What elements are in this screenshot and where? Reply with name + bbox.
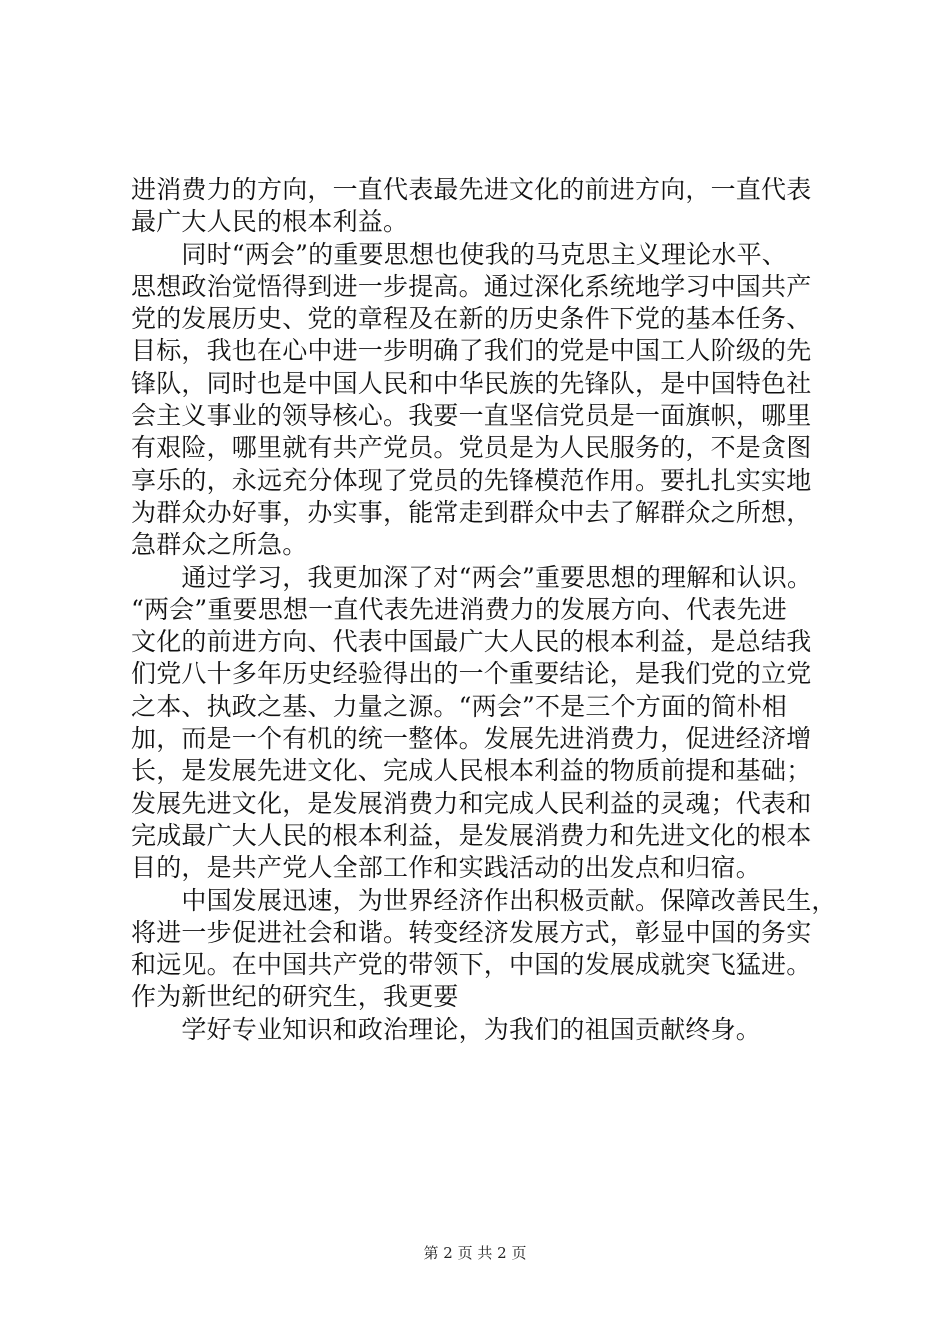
text-line: 为群众办好事，办实事，能常走到群众中去了解群众之所想， <box>131 497 812 527</box>
text-line: 完成最广大人民的根本利益，是发展消费力和先进文化的根本 <box>131 820 812 850</box>
text-line: 锋队，同时也是中国人民和中华民族的先锋队，是中国特色社 <box>131 368 812 398</box>
text-line: 急群众之所急。 <box>131 530 308 560</box>
text-line: 和远见。在中国共产党的带领下，中国的发展成就突飞猛进。 <box>131 950 812 980</box>
text-line: “两会”重要思想一直代表先进消费力的发展方向、代表先进 <box>131 594 787 624</box>
text-line: 党的发展历史、党的章程及在新的历史条件下党的基本任务、 <box>131 304 812 334</box>
text-line: 通过学习，我更加深了对“两会”重要思想的理解和认识。 <box>131 562 813 592</box>
text-line: 加，而是一个有机的统一整体。发展先进消费力，促进经济增 <box>131 724 812 754</box>
text-line: 作为新世纪的研究生，我更要 <box>131 982 459 1012</box>
text-line: 思想政治觉悟得到进一步提高。通过深化系统地学习中国共产 <box>131 271 812 301</box>
text-line: 之本、执政之基、力量之源。“两会”不是三个方面的简朴相 <box>131 691 787 721</box>
text-line: 目标，我也在心中进一步明确了我们的党是中国工人阶级的先 <box>131 336 812 366</box>
document-body <box>131 174 837 1046</box>
text-line: 进消费力的方向，一直代表最先进文化的前进方向，一直代表 <box>131 175 812 204</box>
text-line: 发展先进文化，是发展消费力和完成人民利益的灵魂；代表和 <box>131 788 812 818</box>
text-line: 享乐的，永远充分体现了党员的先锋模范作用。要扎扎实实地 <box>131 465 812 495</box>
text-line: 们党八十多年历史经验得出的一个重要结论，是我们党的立党 <box>131 659 812 689</box>
page-footer: 第 2 页 共 2 页 <box>423 1244 527 1262</box>
text-line: 将进一步促进社会和谐。转变经济发展方式，彰显中国的务实 <box>131 917 812 947</box>
text-line: 长，是发展先进文化、完成人民根本利益的物质前提和基础； <box>131 756 812 786</box>
text-line: 中国发展迅速，为世界经济作出积极贡献。保障改善民生， <box>131 885 837 915</box>
text-line: 学好专业知识和政治理论，为我们的祖国贡献终身。 <box>131 1014 762 1044</box>
text-line: 目的，是共产党人全部工作和实践活动的出发点和归宿。 <box>131 853 762 883</box>
text-line: 有艰险，哪里就有共产党员。党员是为人民服务的，不是贪图 <box>131 433 812 463</box>
text-line: 会主义事业的领导核心。我要一直坚信党员是一面旗帜，哪里 <box>131 401 812 431</box>
text-line: 最广大人民的根本利益。 <box>131 207 409 237</box>
text-line: 文化的前进方向、代表中国最广大人民的根本利益，是总结我 <box>131 627 812 657</box>
text-line: 同时“两会”的重要思想也使我的马克思主义理论水平、 <box>131 239 787 269</box>
